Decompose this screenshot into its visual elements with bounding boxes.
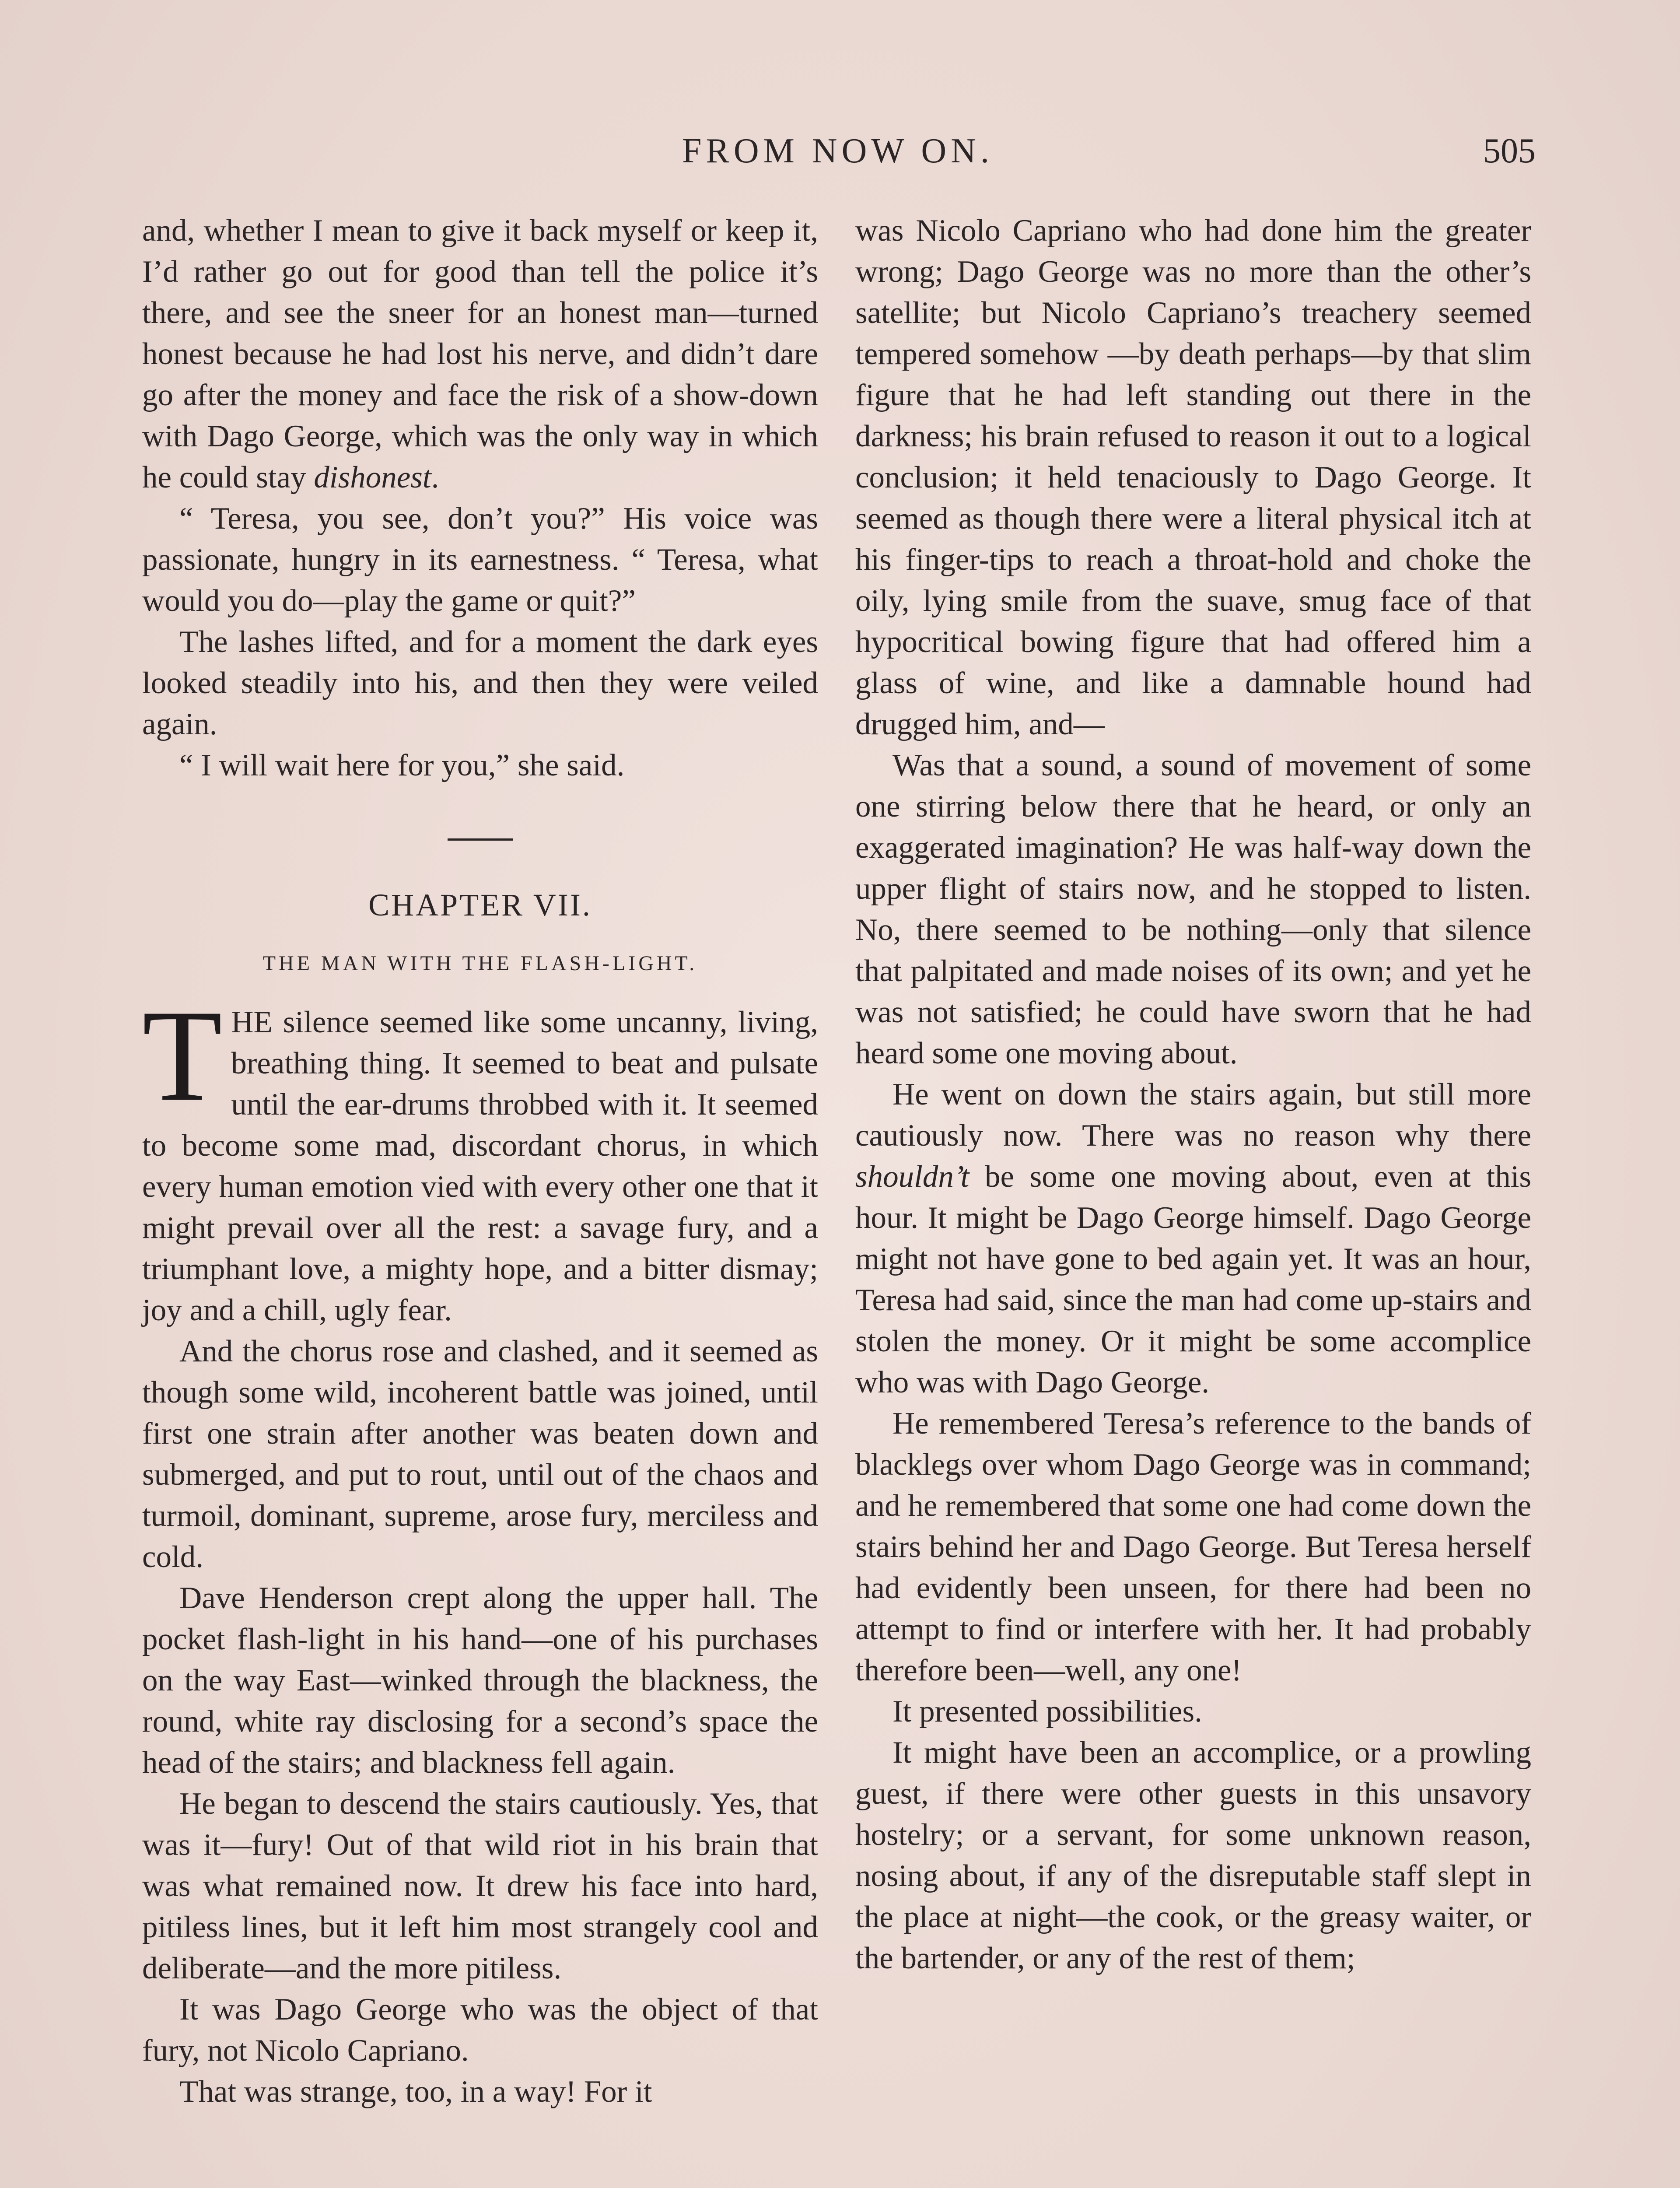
paragraph: And the chorus rose and clashed, and it seemed as though some wild, incoherent battle was joined, until first one strain after another was beaten down and submerged, and put to rout, until out of the chaos and turmoil, dominant, supreme, arose fury, merciless and cold.: [142, 1334, 818, 1574]
paragraph: He remembered Teresa’s reference to the bands of blacklegs over whom Dago George was in command; and he remembered that some one had come down the stairs behind her and Dago George. But Teresa herself had evidently been unseen, for there had been no attempt to find or interfere with her. It had probably therefore been—well, any one!: [855, 1406, 1531, 1687]
section-divider: [448, 838, 513, 841]
paragraph: Was that a sound, a sound of movement of some one stirring below there that he heard, or only an exaggerated imagination? He was half-way down the upper flight of stairs now, and he stopped to listen. No, there seemed to be nothing—only that silence that palpitated and made noises of its own; and yet he was not satisfied; he could have sworn that he had heard some one moving about.: [855, 748, 1531, 1070]
paragraph: [142, 210, 818, 498]
emphasis-text: shouldn’t: [855, 1160, 970, 1194]
paragraph: It might have been an accomplice, or a prowling guest, if there were other guests in this unsavory hostelry; or a servant, for some unknown reason, nosing about, if any of the disreputable staff slept in the place at night—the cook, or the greasy waiter, or the bartender, or any of the rest of them;: [855, 1736, 1531, 1975]
chapter-subtitle: THE MAN WITH THE FLASH-LIGHT.: [262, 952, 698, 975]
left-column: [142, 210, 818, 2112]
paragraph-text: HE silence seemed like some uncanny, living, breathing thing. It seemed to beat and pulsate until the ear-drums throbbed with it. It seemed to become some mad, discordant chorus, in which every human emotion vied with every other one that it might prevail over all the rest: a savage fury, and a triumphant love, a mighty hope, and a bitter dismay; joy and a chill, ugly fear.: [142, 1005, 818, 1327]
paragraph: was Nicolo Capriano who had done him the greater wrong; Dago George was no more than the other’s satellite; but Nicolo Capriano’s treachery seemed tempered somehow —by death perhaps—by that slim figure that he had left standing out there in the darkness; his brain refused to reason it out to a logical conclusion; it held tenaciously to Dago George. It seemed as though there were a literal physical itch at his finger-tips to reach a throat-hold and choke the oily, lying smile from the suave, smug face of that hypocritical bowing figure that had offered him a glass of wine, and like a damnable hound had drugged him, and—: [855, 214, 1531, 741]
page-header: [140, 131, 1536, 179]
emphasis-text: dishonest: [314, 460, 431, 494]
paragraph: “ I will wait here for you,” she said.: [179, 748, 625, 782]
paragraph: [855, 1074, 1531, 1403]
paragraph: Dave Henderson crept along the upper hall. The pocket flash-light in his hand—one of his purchases on the way East—winked through the blackness, the round, white ray disclosing for a second’s space the head of the stairs; and blackness fell again.: [142, 1581, 818, 1780]
paragraph: It was Dago George who was the object of that fury, not Nicolo Capriano.: [142, 1992, 818, 2068]
paragraph: It presented possibilities.: [892, 1694, 1202, 1729]
paragraph: That was strange, too, in a way! For it: [179, 2075, 652, 2109]
drop-cap: T: [142, 983, 223, 1128]
page-number: 505: [1483, 132, 1536, 170]
chapter-opening-paragraph: [142, 983, 818, 1331]
chapter-title: CHAPTER VII.: [368, 887, 592, 922]
right-column: [855, 210, 1531, 1979]
paragraph-text: and, whether I mean to give it back myself or keep it, I’d rather go out for good than tell the police it’s there, and see the sneer for an honest man—turned honest because he had lost his nerve, and didn’t dare go after the money and face the risk of a show-down with Dago George, which was the only way in which he could stay: [142, 214, 818, 494]
paragraph: He began to descend the stairs cautiously. Yes, that was it—fury! Out of that wild riot in his brain that was what remained now. It drew his face into hard, pitiless lines, but it left him most strangely cool and deliberate—and the more pitiless.: [142, 1787, 818, 1985]
paragraph: The lashes lifted, and for a moment the dark eyes looked steadily into his, and then they were veiled again.: [142, 625, 818, 741]
running-title: FROM NOW ON.: [682, 132, 994, 170]
paragraph-text: He went on down the stairs again, but still more cautiously now. There was no reason why there: [855, 1077, 1531, 1153]
punctuation: .: [431, 460, 439, 494]
paragraph: “ Teresa, you see, don’t you?” His voice was passionate, hungry in its earnestness. “ Teresa, what would you do—play the game or quit?”: [142, 501, 818, 618]
paragraph-text: be some one moving about, even at this hour. It might be Dago George himself. Dago George might not have gone to bed again yet. It was an hour, Teresa had said, since the man had come up-stairs and stolen the money. Or it might be some accomplice who was with Dago George.: [855, 1160, 1532, 1399]
